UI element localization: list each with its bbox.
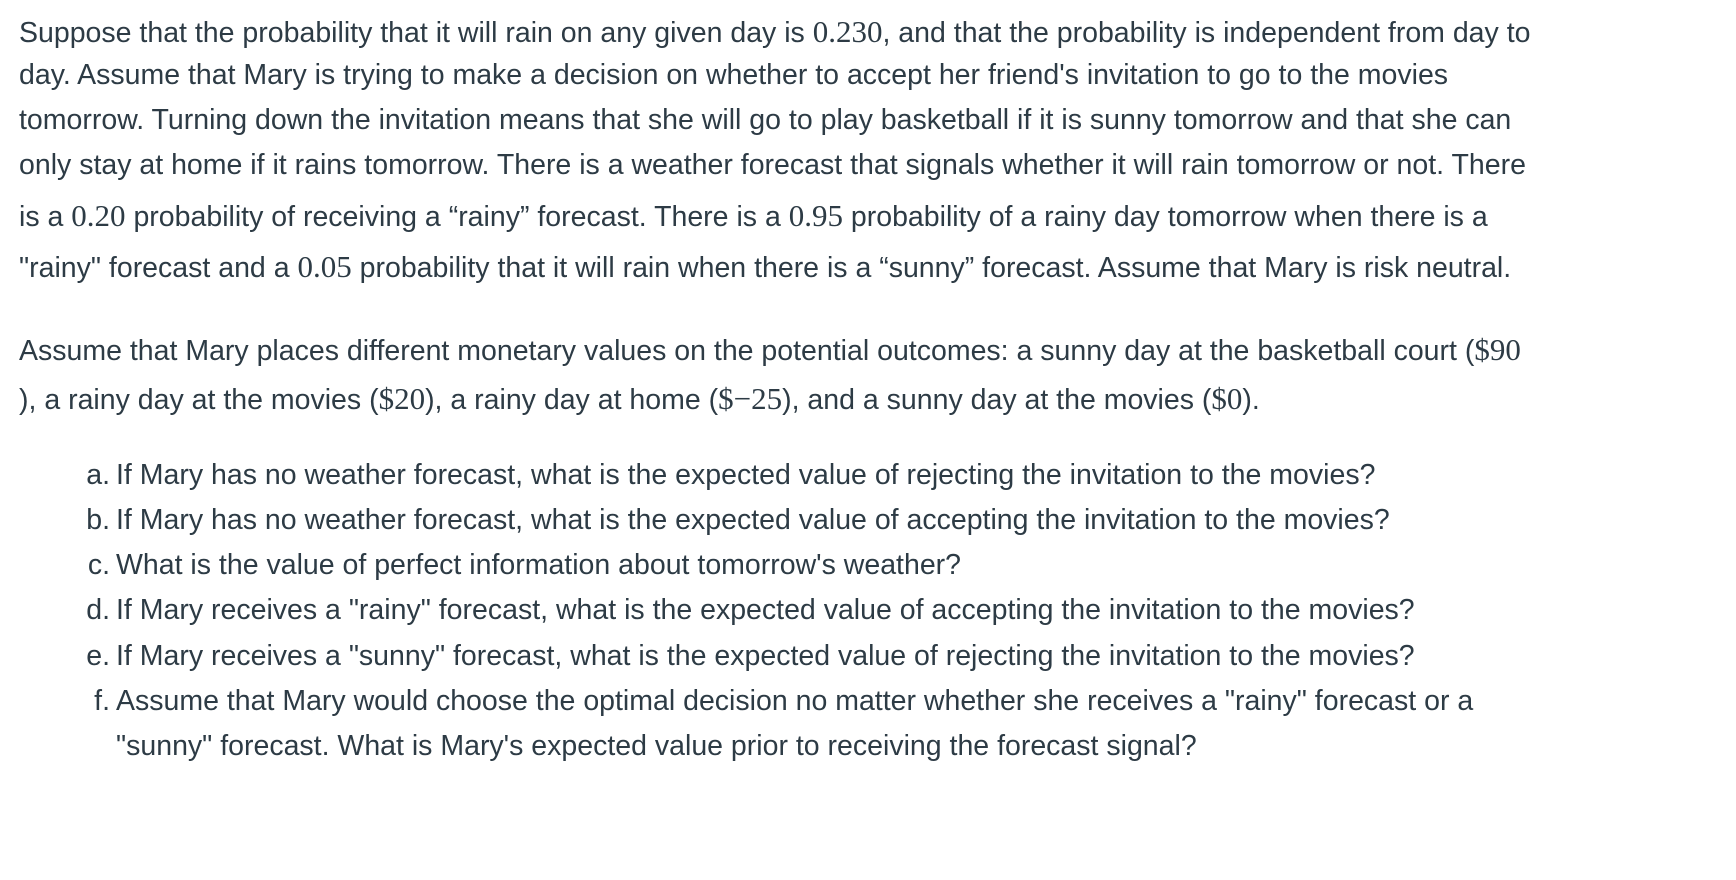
paragraph-1-line-6: "rainy" forecast and a 0.05 probability that it will rain when there is a “sunny” forecast. Assume that Mary is risk neutral. — [19, 249, 1512, 284]
paragraph-1-line-5: is a 0.20 probability of receiving a “rainy” forecast. There is a 0.95 probability of a rainy day tomorrow when there is a — [19, 198, 1488, 233]
question-b: b. If Mary has no weather forecast, what is the expected value of accepting the invitation to the movies? — [86, 504, 1390, 536]
paragraph-2-line-2: ), a rainy day at the movies ($20), a rainy day at home ($−25), and a sunny day at the movies ($0). — [19, 381, 1260, 416]
question-d: d. If Mary receives a "rainy" forecast, what is the expected value of accepting the invitation to the movies? — [86, 594, 1415, 626]
paragraph-1-line-4: only stay at home if it rains tomorrow. There is a weather forecast that signals whether it will rain tomorrow or not. There — [19, 149, 1526, 181]
paragraph-1-line-3: tomorrow. Turning down the invitation means that she will go to play basketball if it is sunny tomorrow and that she can — [19, 104, 1512, 136]
paragraph-2-line-1: Assume that Mary places different monetary values on the potential outcomes: a sunny day at the basketball court ($90 — [19, 332, 1521, 367]
paragraph-1-line-1: Suppose that the probability that it will rain on any given day is 0.230, and that the probability is independent from day to — [19, 14, 1531, 49]
question-a: a. If Mary has no weather forecast, what is the expected value of rejecting the invitation to the movies? — [86, 459, 1376, 491]
paragraph-1-line-2: day. Assume that Mary is trying to make a decision on whether to accept her friend's invitation to go to the movies — [19, 59, 1449, 91]
question-f: f. Assume that Mary would choose the optimal decision no matter whether she receives a "rainy" forecast or a — [94, 685, 1474, 717]
question-c: c. What is the value of perfect information about tomorrow's weather? — [87, 549, 962, 581]
question-f-continuation: "sunny" forecast. What is Mary's expected value prior to receiving the forecast signal? — [116, 730, 1197, 762]
question-e: e. If Mary receives a "sunny" forecast, what is the expected value of rejecting the invitation to the movies? — [86, 640, 1415, 672]
